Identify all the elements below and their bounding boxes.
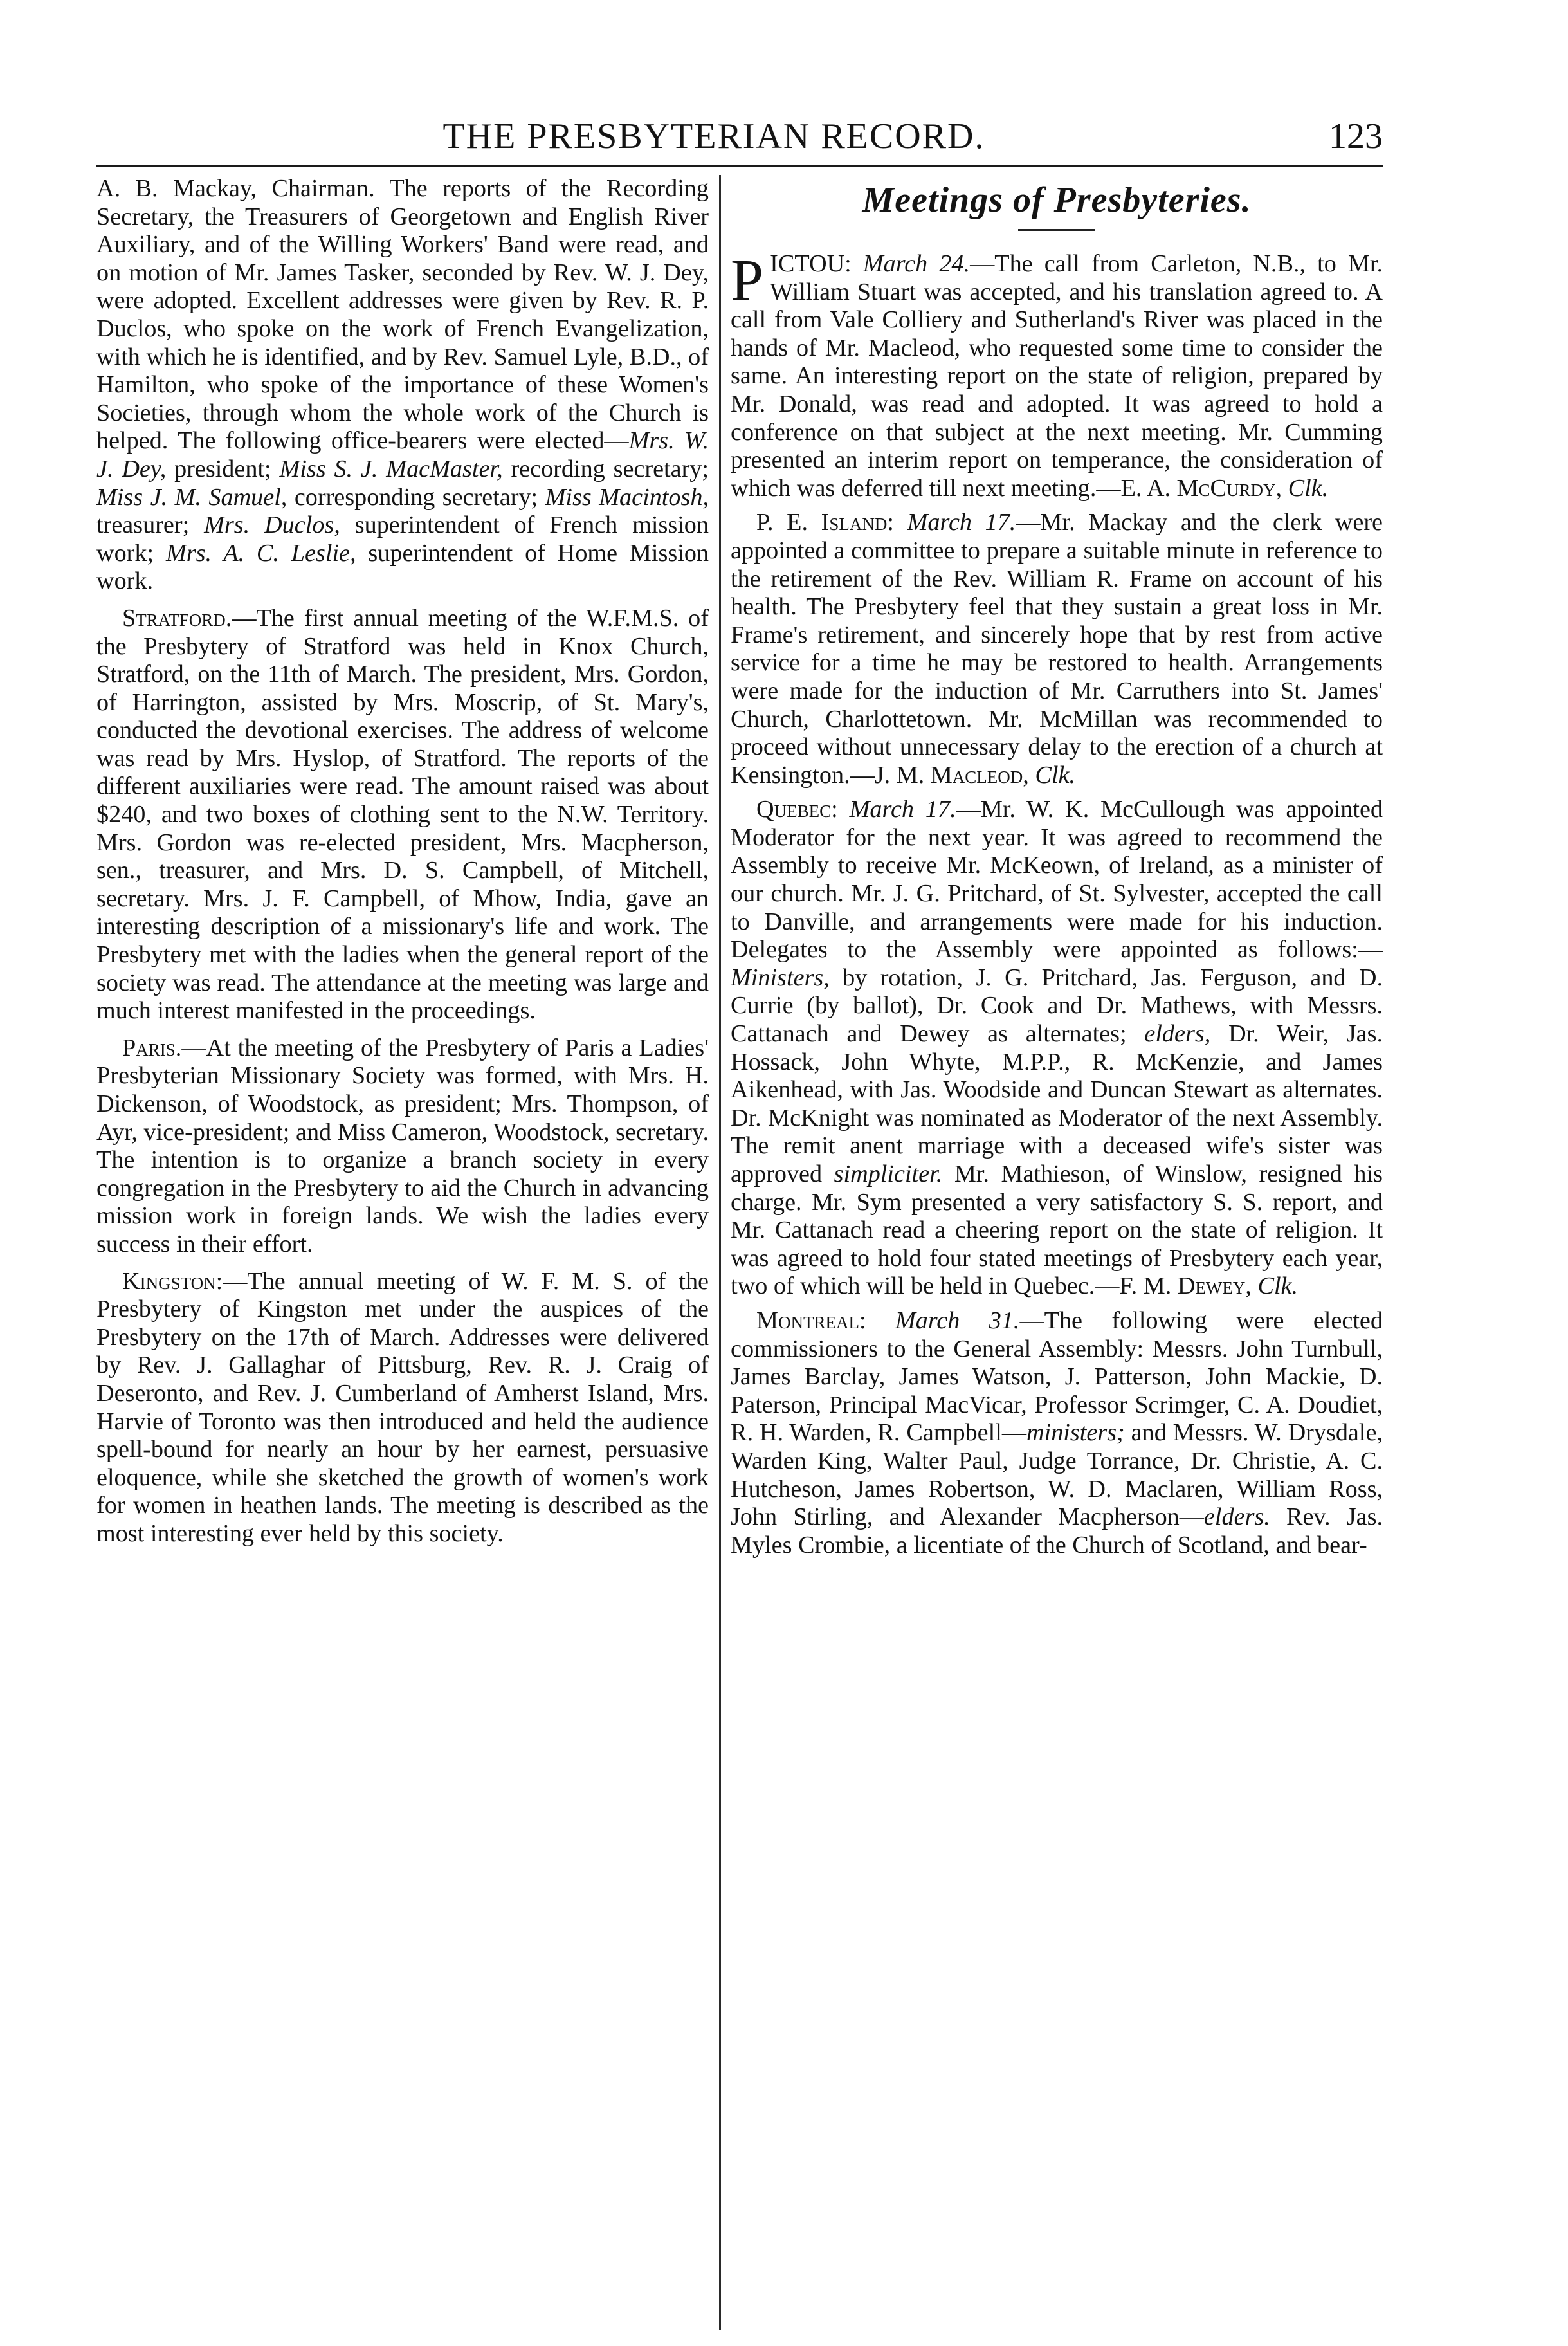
place-label-paris: Paris. — [122, 1034, 182, 1061]
paragraph-pei — [731, 509, 1383, 789]
place-label-quebec: Quebec — [756, 796, 832, 823]
officer-role: superintendent of French mission work; — [96, 511, 709, 567]
paragraph-text: —Mr. Mackay and the clerk were appointed a committee to prepare a suitable minute in reference to the retirement of the Rev. William R. Frame on account of his health. The Presbytery feel that they sustain a great loss in Mr. Frame's retirement, and sincerely hope that by rest from active service for a time he may be restored to health. Arrangements were made for the induction of Mr. Carruthers into St. James' Church, Charlottetown. Mr. McMillan was recommended to proceed without unnecessary delay to the erection of a church at Kensington.— — [731, 509, 1383, 789]
meeting-date: March 17. — [907, 509, 1016, 536]
header-rule — [96, 165, 1383, 167]
meeting-date: March 24. — [862, 250, 971, 277]
label-colon: : — [859, 1306, 895, 1334]
page-number: 123 — [1329, 116, 1383, 156]
place-label-stratford: Stratford. — [122, 604, 232, 632]
clerk-abbrev: Clk. — [1035, 761, 1075, 789]
officer-name: Mrs. W. J. Dey, — [96, 427, 709, 482]
place-label-kingston: Kingston — [122, 1267, 216, 1295]
elders-label: elders. — [1203, 1503, 1270, 1531]
officer-role: president; — [166, 455, 280, 482]
officer-name: Miss S. J. MacMaster, — [279, 455, 503, 482]
running-head — [96, 96, 1383, 161]
paragraph-text: A. B. Mackay, Chairman. The reports of the Recording Secretary, the Treasurers of Georgetown and English River Auxiliary, and of the Willing Workers' Band were read, and on motion of Mr. James Tasker, seconded by Rev. W. J. Dey, were adopted. Excellent addresses were given by Rev. R. P. Duclos, who spoke on the work of French Evangelization, with which he is identified, and by Rev. Samuel Lyle, B.D., of Hamilton, who spoke of the importance of these Women's Societies, through whom the whole work of the Church is helped. The following office-bearers were elected— — [96, 175, 709, 455]
paragraph-text: Dr. Weir, Jas. Hossack, John Whyte, M.P.P., R. McKenzie, and James Aikenhead, with Jas. Woodside and Duncan Stewart as alternates. Dr. McKnight was nominated as Moderator of the next Assembly. The remit anent marriage with a deceased wife's sister was approved — [731, 1020, 1383, 1187]
ministers-label: ministers; — [1026, 1419, 1125, 1447]
place-label-pictou: ICTOU — [770, 250, 845, 277]
paragraph-text: Mr. Mathieson, of Winslow, resigned his charge. Mr. Sym presented a very satisfactory S. S. report, and Mr. Cattanach read a cheering report on the state of religion. It was agreed to hold four stated meetings of Presbytery each year, two of which will be held in Quebec.— — [731, 1160, 1383, 1300]
section-heading: Meetings of Presbyteries. — [862, 180, 1252, 220]
paragraph-paris — [96, 1034, 709, 1259]
journal-title: THE PRESBYTERIAN RECORD. — [442, 116, 985, 156]
officer-name: Mrs. A. C. Leslie, — [165, 539, 356, 567]
clerk-signature: F. M. Dewey, — [1119, 1272, 1252, 1300]
label-colon: : — [844, 250, 863, 277]
latin-term: simpliciter. — [834, 1160, 943, 1187]
label-colon: : — [831, 796, 850, 823]
paragraph-text: Rev. Jas. Myles Crombie, a licentiate of the Church of Scotland, and bear- — [731, 1503, 1383, 1559]
clerk-abbrev: Clk. — [1257, 1272, 1299, 1300]
clerk-signature: E. A. McCurdy, — [1120, 474, 1282, 502]
paragraph-text: —The following were elected commissioners to the General Assembly: Messrs. John Turnbull, James Barclay, James Watson, J. Patterson, John Mackie, D. Paterson, Principal MacVicar, Professor Scrimger, C. A. Doudiet, R. H. Warden, R. Campbell— — [731, 1306, 1383, 1447]
section-rule — [1018, 229, 1095, 231]
paragraph-text: —The call from Carleton, N.B., to Mr. William Stuart was accepted, and his translation agreed to. A call from Vale Colliery and Sutherland's River was placed in the hands of Mr. Macleod, who requested some time to consider the same. An interesting report on the state of religion, prepared by Mr. Donald, was read and adopted. It was agreed to hold a conference on that subject at the next meeting. Mr. Cumming presented an interim report on temperance, the consideration of which was deferred till next meeting.— — [731, 250, 1383, 502]
paragraph-text: and Messrs. W. Drysdale, Warden King, Walter Paul, Judge Torrance, Dr. Christie, A. C. Hutcheson, James Robertson, W. D. Maclaren, William Ross, John Stirling, and Alexander Macpherson— — [731, 1419, 1383, 1531]
clerk-signature: J. M. Macleod, — [874, 761, 1029, 789]
paragraph-text: by rotation, J. G. Pritchard, Jas. Ferguson, and D. Currie (by ballot), Dr. Cook and Dr. Mathews, with Messrs. Cattanach and Dewey as alternates; — [731, 964, 1383, 1048]
label-colon: : — [887, 509, 907, 536]
left-column — [96, 175, 709, 2330]
officer-role: superintendent of Home Mission work. — [96, 539, 709, 595]
ministers-label: Ministers, — [731, 964, 830, 991]
officer-name: Miss J. M. Samuel, — [96, 483, 287, 511]
meeting-date: March 17. — [849, 796, 956, 823]
officer-role: recording secretary; — [502, 455, 709, 482]
officer-role: corresponding secretary; — [287, 483, 545, 511]
column-divider — [719, 175, 721, 2330]
clerk-abbrev: Clk. — [1288, 474, 1329, 502]
officer-name: Miss Macintosh, — [545, 483, 709, 511]
paragraph-kingston — [96, 1268, 709, 1548]
paragraph-officers — [96, 175, 709, 596]
place-label-montreal: Montreal — [756, 1306, 859, 1334]
paragraph-text: —Mr. W. K. McCullough was appointed Moderator for the next year. It was agreed to recommend the Assembly to receive Mr. McKeown, of Ireland, as a minister of our church. Mr. J. G. Pritchard, of St. Sylvester, accepted the call to Danville, and arrangements were made for his induction. Delegates to the Assembly were appointed as follows:— — [731, 796, 1383, 964]
meeting-date: March 31. — [895, 1306, 1020, 1334]
place-label-pei: P. E. Island — [756, 509, 888, 536]
drop-cap: P — [731, 247, 764, 313]
elders-label: elders, — [1144, 1020, 1211, 1048]
right-column — [731, 175, 1383, 2330]
paragraph-pictou — [731, 247, 1383, 502]
officer-name: Mrs. Duclos, — [204, 511, 340, 539]
paragraph-text: :—The annual meeting of W. F. M. S. of the Presbytery of Kingston met under the auspices of the Presbytery on the 17th of March. Addresses were delivered by Rev. J. Gallaghar of Pittsburg, Rev. R. J. Craig of Deseronto, and Rev. J. Cumberland of Amherst Island, Mrs. Harvie of Toronto was then introduced and held the audience spell-bound for nearly an hour by her earnest, persuasive eloquence, while she sketched the growth of women's work for women in heathen lands. The meeting is described as the most interesting ever held by this society. — [96, 1267, 709, 1547]
paragraph-text: —At the meeting of the Presbytery of Paris a Ladies' Presbyterian Missionary Society was formed, with Mrs. H. Dickenson, of Woodstock, as president; Mrs. Thompson, of Ayr, vice-president; and Miss Cameron, Woodstock, secretary. The intention is to organize a branch society in every congregation in the Presbytery to aid the Church in advancing mission work in foreign lands. We wish the ladies every success in their effort. — [96, 1034, 709, 1258]
paragraph-stratford — [96, 605, 709, 1025]
paragraph-montreal — [731, 1307, 1383, 1559]
paragraph-text: —The first annual meeting of the W.F.M.S. of the Presbytery of Stratford was held in Knox Church, Stratford, on the 11th of March. The president, Mrs. Gordon, of Harrington, assisted by Mrs. Moscrip, of St. Mary's, conducted the devotional exercises. The address of welcome was read by Mrs. Hyslop, of Stratford. The reports of the different auxiliaries were read. The amount raised was about $240, and two boxes of clothing sent to the N.W. Territory. Mrs. Gordon was re-elected president, Mrs. Macpherson, sen., treasurer, and Mrs. D. S. Campbell, of Mitchell, secretary. Mrs. J. F. Campbell, of Mhow, India, gave an interesting description of a missionary's life and work. The Presbytery met with the ladies when the general report of the society was read. The attendance at the meeting was large and much interest manifested in the proceedings. — [96, 604, 709, 1025]
paragraph-quebec — [731, 796, 1383, 1301]
officer-role: treasurer; — [96, 511, 205, 539]
